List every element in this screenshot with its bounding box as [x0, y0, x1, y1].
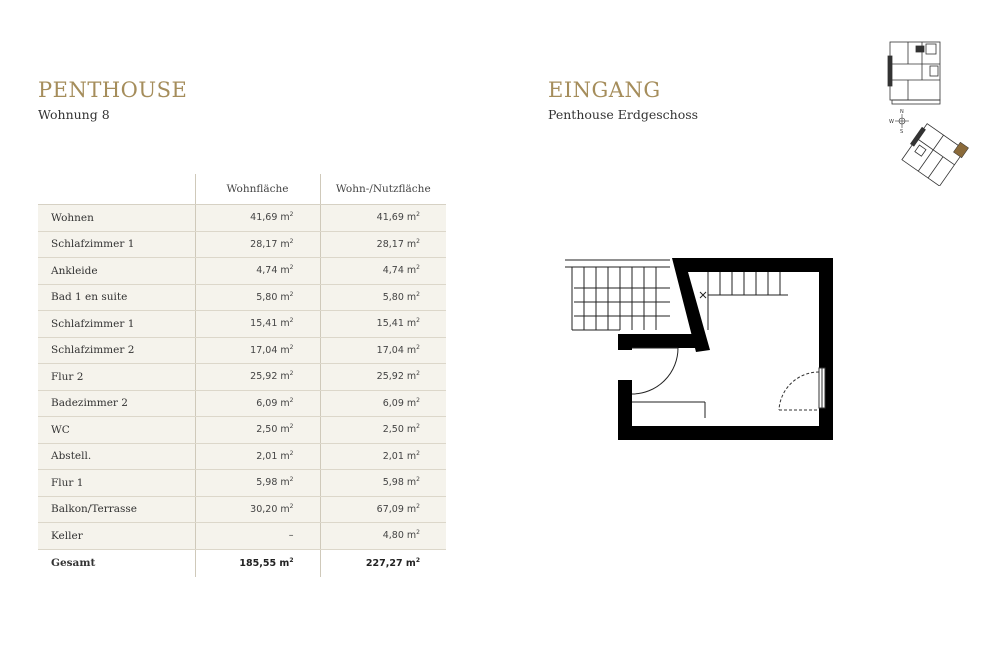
highlight-entrance — [953, 142, 968, 158]
area-table — [38, 174, 446, 577]
apartment-subtitle: Wohnung 8 — [38, 107, 110, 122]
walls — [618, 258, 833, 440]
wohnflaeche-value: 30,20 $m^2$ — [195, 496, 320, 523]
header-nutzflaeche: Wohn-/Nutzfläche — [320, 174, 446, 205]
room-name: Badezimmer 2 — [38, 390, 195, 417]
wohnflaeche-value: 5,80 $m^2$ — [195, 284, 320, 311]
table-row — [38, 496, 446, 523]
total-wohn: 185,55 $m^2$ — [195, 549, 320, 577]
nutzflaeche-value: 4,74 $m^2$ — [320, 258, 446, 285]
table-row — [38, 284, 446, 311]
key-plan — [880, 36, 980, 186]
compass-s: S — [900, 129, 904, 135]
section-title: EINGANG — [548, 78, 661, 102]
table-row — [38, 470, 446, 497]
table-row — [38, 417, 446, 444]
wohnflaeche-value: 41,69 $m^2$ — [195, 205, 320, 232]
compass — [895, 114, 909, 128]
wohnflaeche-value: 2,01 $m^2$ — [195, 443, 320, 470]
table-row — [38, 205, 446, 232]
nutzflaeche-value: 15,41 $m^2$ — [320, 311, 446, 338]
wohnflaeche-value: 15,41 $m^2$ — [195, 311, 320, 338]
wohnflaeche-value: 25,92 $m^2$ — [195, 364, 320, 391]
wohnflaeche-value: 5,98 $m^2$ — [195, 470, 320, 497]
entrance-floor-plan — [560, 250, 840, 440]
section-subtitle: Penthouse Erdgeschoss — [548, 107, 699, 122]
table-row — [38, 231, 446, 258]
table-row — [38, 364, 446, 391]
compass-n: N — [900, 109, 904, 115]
window-door[interactable] — [779, 368, 825, 410]
room-name: WC — [38, 417, 195, 444]
nutzflaeche-value: 6,09 $m^2$ — [320, 390, 446, 417]
nutzflaeche-value: 2,50 $m^2$ — [320, 417, 446, 444]
page-title: PENTHOUSE — [38, 78, 188, 102]
wohnflaeche-value: 17,04 $m^2$ — [195, 337, 320, 364]
table-row — [38, 337, 446, 364]
room-name: Bad 1 en suite — [38, 284, 195, 311]
key-plan-lower — [900, 122, 965, 186]
wohnflaeche-value: 2,50 $m^2$ — [195, 417, 320, 444]
table-header-row — [38, 174, 446, 205]
room-name: Flur 2 — [38, 364, 195, 391]
wohnflaeche-value: – — [195, 523, 320, 550]
nutzflaeche-value: 41,69 $m^2$ — [320, 205, 446, 232]
key-plan-upper — [888, 42, 940, 104]
table-row — [38, 390, 446, 417]
nutzflaeche-value: 67,09 $m^2$ — [320, 496, 446, 523]
nutzflaeche-value: 17,04 $m^2$ — [320, 337, 446, 364]
table-row — [38, 311, 446, 338]
room-name: Flur 1 — [38, 470, 195, 497]
room-name: Schlafzimmer 1 — [38, 311, 195, 338]
nutzflaeche-value: 2,01 $m^2$ — [320, 443, 446, 470]
room-name: Schlafzimmer 1 — [38, 231, 195, 258]
entrance-door[interactable] — [632, 348, 678, 394]
header-wohnflaeche: Wohnfläche — [195, 174, 320, 205]
table-row — [38, 523, 446, 550]
room-name: Ankleide — [38, 258, 195, 285]
compass-w: W — [889, 119, 894, 125]
wohnflaeche-value: 28,17 $m^2$ — [195, 231, 320, 258]
table-row — [38, 258, 446, 285]
total-label: Gesamt — [38, 549, 195, 577]
wohnflaeche-value: 4,74 $m^2$ — [195, 258, 320, 285]
room-name: Schlafzimmer 2 — [38, 337, 195, 364]
nutzflaeche-value: 28,17 $m^2$ — [320, 231, 446, 258]
room-name: Balkon/Terrasse — [38, 496, 195, 523]
wohnflaeche-value: 6,09 $m^2$ — [195, 390, 320, 417]
nutzflaeche-value: 5,98 $m^2$ — [320, 470, 446, 497]
header-room — [38, 174, 195, 205]
nutzflaeche-value: 25,92 $m^2$ — [320, 364, 446, 391]
table-row — [38, 443, 446, 470]
total-nutz: 227,27 $m^2$ — [320, 549, 446, 577]
nutzflaeche-value: 5,80 $m^2$ — [320, 284, 446, 311]
room-name: Wohnen — [38, 205, 195, 232]
room-name: Keller — [38, 523, 195, 550]
room-name: Abstell. — [38, 443, 195, 470]
total-row — [38, 549, 446, 577]
nutzflaeche-value: 4,80 $m^2$ — [320, 523, 446, 550]
